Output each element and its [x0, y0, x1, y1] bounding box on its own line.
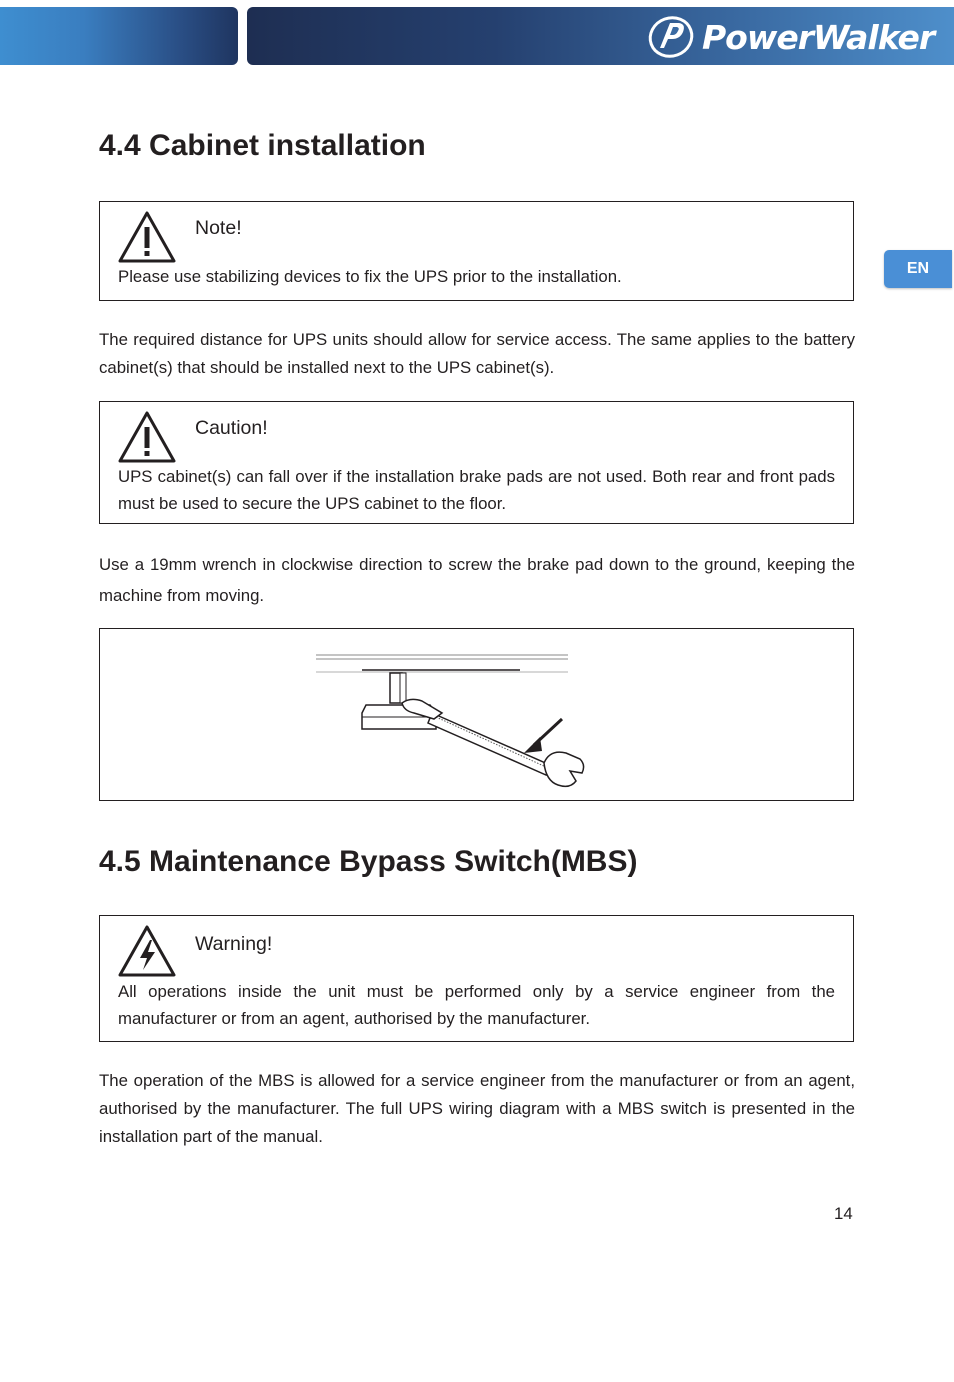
paragraph-service-access: The required distance for UPS units should allow for service access. The same applies to the battery cabinet(s) that should be installed next to the UPS cabinet(s). [99, 330, 855, 377]
language-tab-en[interactable]: EN [884, 250, 952, 288]
note-body: Please use stabilizing devices to fix the UPS prior to the installation. [118, 267, 622, 286]
warning-triangle-icon [117, 410, 177, 464]
brand-name: PowerWalker [702, 17, 935, 57]
high-voltage-icon [117, 924, 177, 978]
caution-box [99, 401, 854, 524]
brake-pad-wrench-illustration [310, 643, 610, 793]
paragraph-mbs-operation: The operation of the MBS is allowed for a service engineer from the manufacturer or from an agent, authorised by the manufacturer. The full UPS wiring diagram with a MBS switch is presented in the installation part of the manual. [99, 1071, 855, 1146]
caution-title: Caution! [195, 417, 268, 439]
header-bar-left [0, 7, 238, 65]
warning-body: All operations inside the unit must be performed only by a service engineer from the manufacturer or from an agent, authorised by the manufacturer. [118, 982, 835, 1028]
powerwalker-logo-icon [646, 14, 696, 60]
brand-logo [646, 14, 934, 60]
paragraph-wrench-instruction: Use a 19mm wrench in clockwise direction to screw the brake pad down to the ground, keeping the machine from moving. [99, 555, 855, 605]
warning-title: Warning! [195, 933, 273, 955]
wrench-illustration-box [99, 628, 854, 801]
note-title: Note! [195, 217, 242, 239]
warning-triangle-icon [117, 210, 177, 264]
warning-box [99, 915, 854, 1042]
section-heading-maintenance-bypass-switch: 4.5 Maintenance Bypass Switch(MBS) [99, 845, 638, 878]
note-box [99, 201, 854, 301]
caution-body: UPS cabinet(s) can fall over if the installation brake pads are not used. Both rear and front pads must be used to secure the UPS cabinet to the floor. [118, 467, 835, 513]
section-heading-cabinet-installation: 4.4 Cabinet installation [99, 129, 426, 162]
page-number: 14 [834, 1204, 853, 1223]
